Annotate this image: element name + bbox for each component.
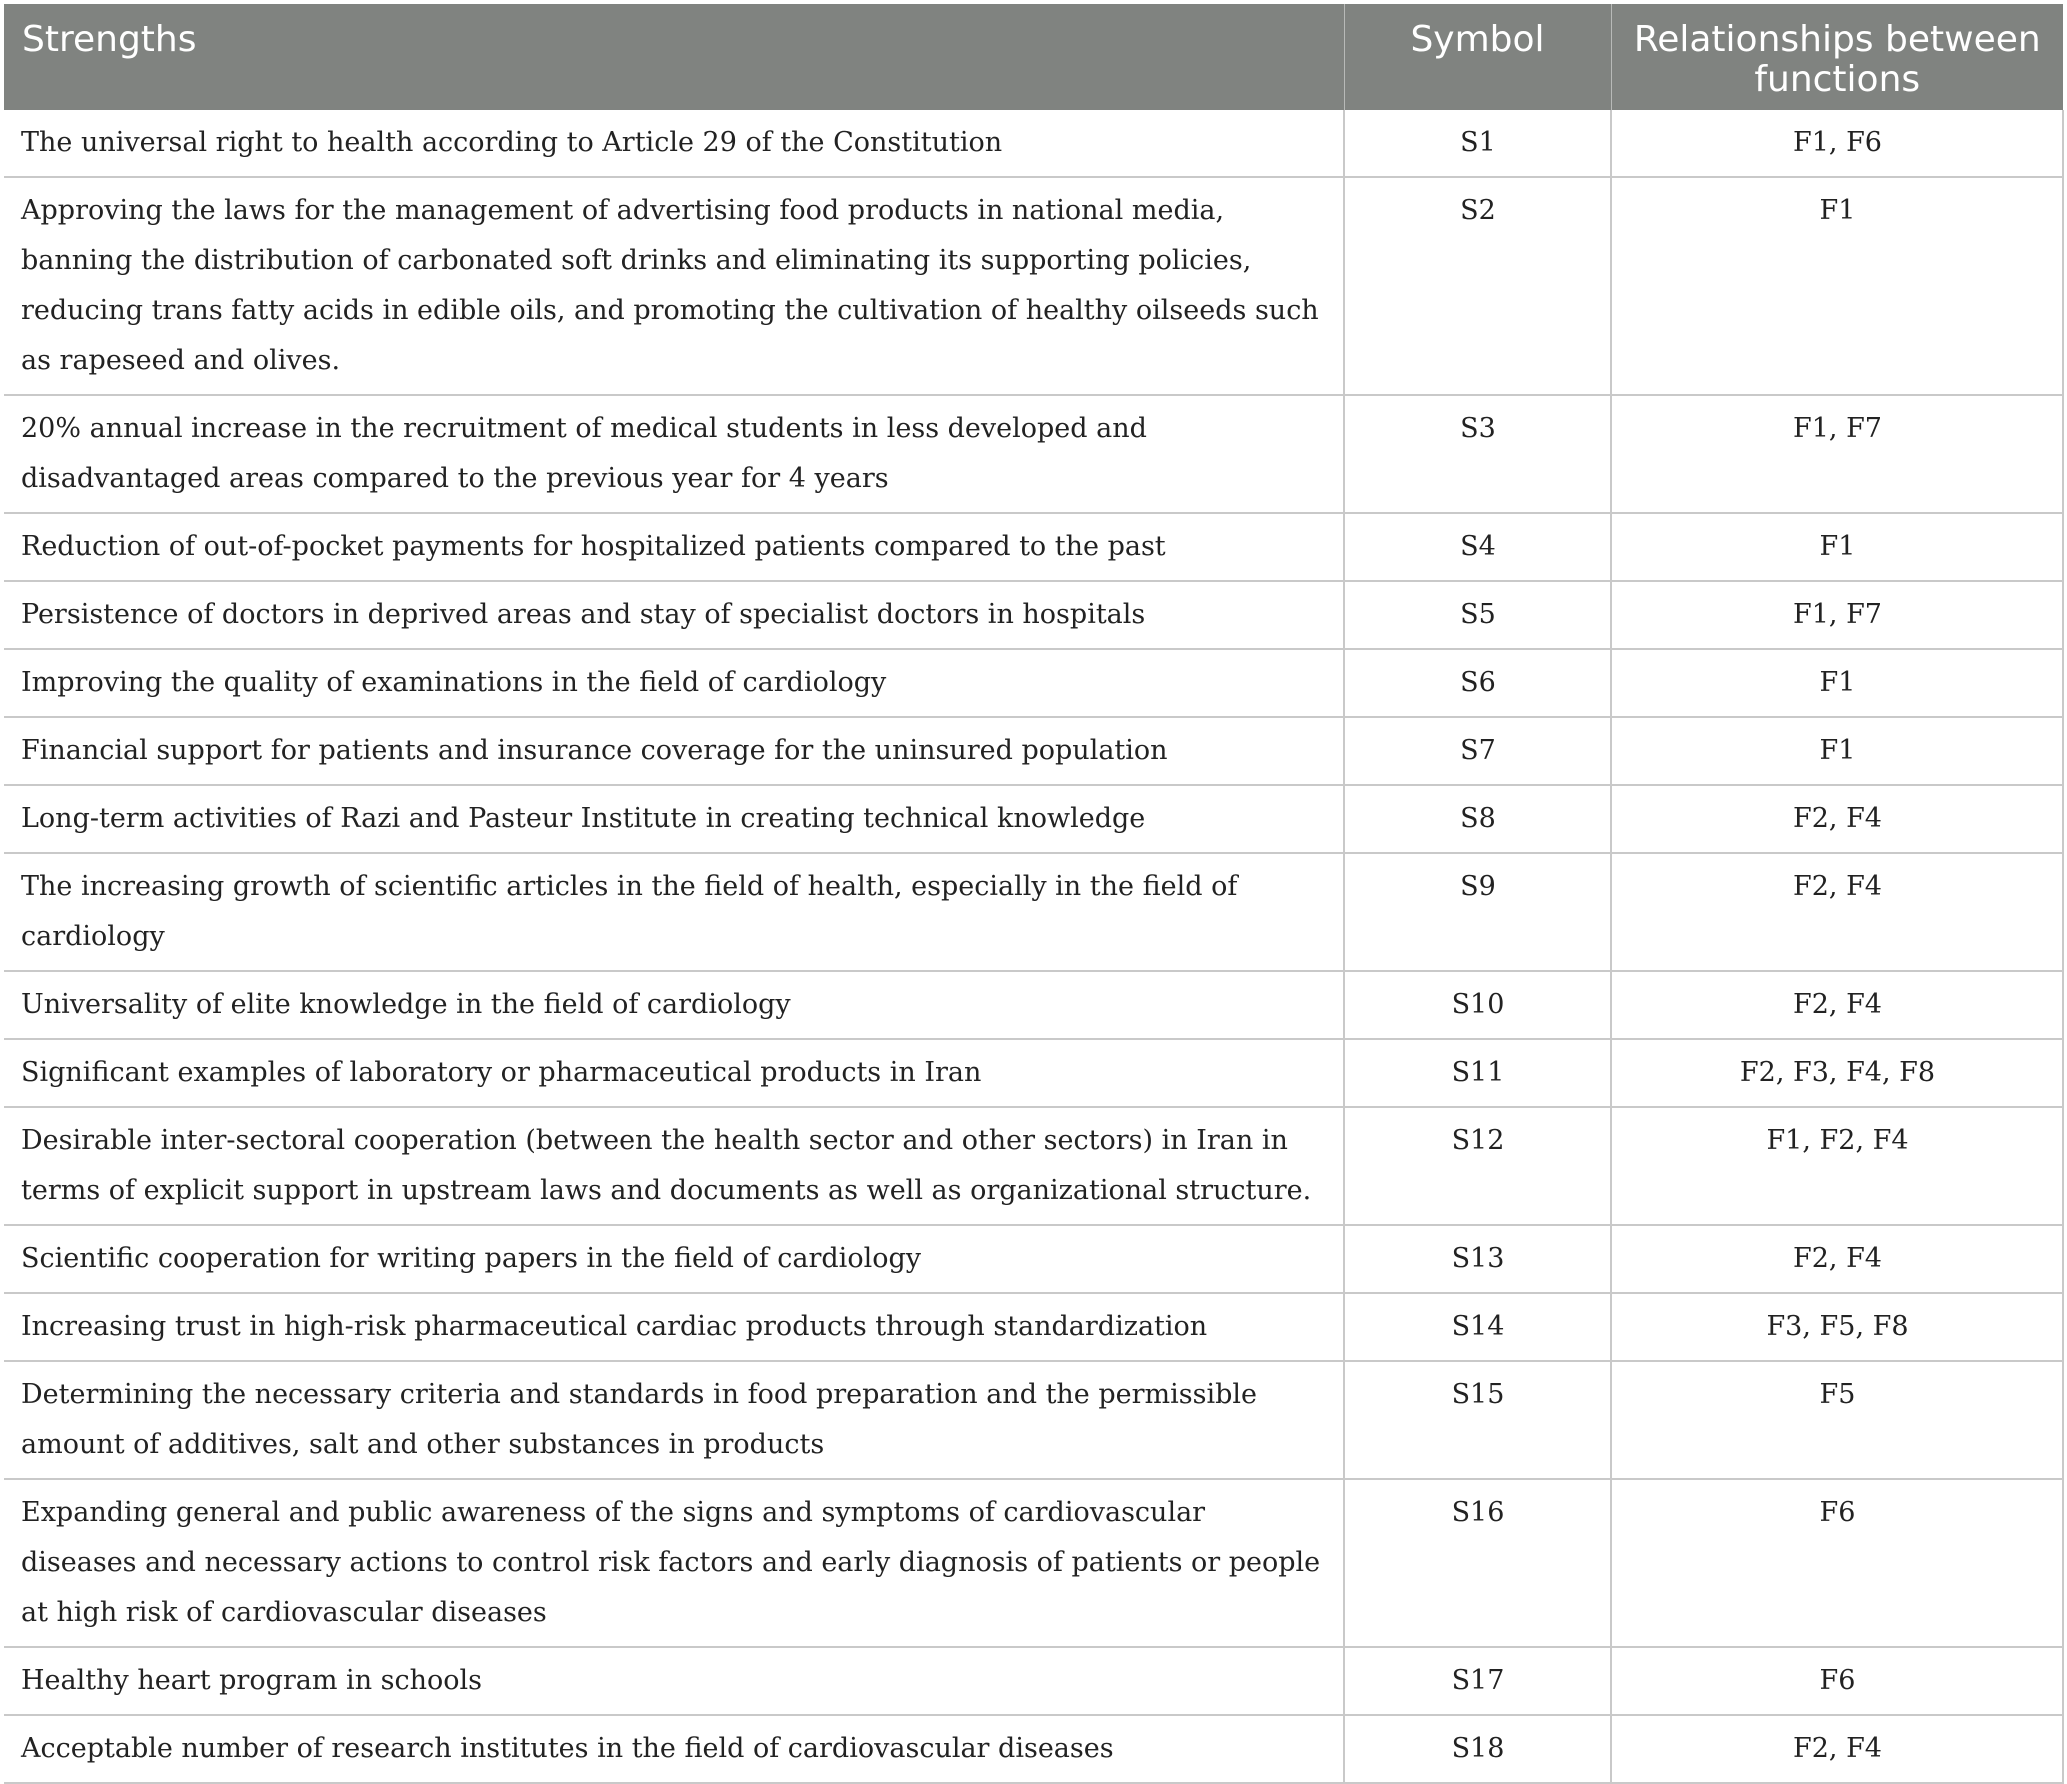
- relationships-cell: F2, F4: [1611, 1225, 2063, 1293]
- header-relationships: Relationships between functions: [1611, 4, 2063, 110]
- table-row: [4, 1479, 2063, 1647]
- relationships-cell: F2, F4: [1611, 785, 2063, 853]
- strength-cell: Financial support for patients and insurance coverage for the uninsured population: [4, 717, 1344, 785]
- relationships-cell: F1, F2, F4: [1611, 1107, 2063, 1225]
- symbol-cell: S5: [1344, 581, 1611, 649]
- relationships-cell: F1: [1611, 717, 2063, 785]
- strength-cell: Long-term activities of Razi and Pasteur Institute in creating technical knowledge: [4, 785, 1344, 853]
- symbol-cell: S10: [1344, 971, 1611, 1039]
- relationships-cell: F5: [1611, 1361, 2063, 1479]
- relationships-cell: F1, F7: [1611, 581, 2063, 649]
- symbol-cell: S2: [1344, 177, 1611, 395]
- strengths-table: [4, 4, 2064, 1784]
- table-row: [4, 513, 2063, 581]
- symbol-cell: S18: [1344, 1715, 1611, 1783]
- relationships-cell: F2, F4: [1611, 853, 2063, 971]
- strength-cell: Significant examples of laboratory or pharmaceutical products in Iran: [4, 1039, 1344, 1107]
- strengths-table-container: [4, 4, 2063, 1784]
- symbol-cell: S9: [1344, 853, 1611, 971]
- strength-cell: The increasing growth of scientific articles in the field of health, especially in the field of cardiology: [4, 853, 1344, 971]
- table-row: [4, 1361, 2063, 1479]
- relationships-cell: F1, F7: [1611, 395, 2063, 513]
- strength-cell: Expanding general and public awareness of the signs and symptoms of cardiovascular diseases and necessary actions to control risk factors and early diagnosis of patients or people at high risk of cardiovascular diseases: [4, 1479, 1344, 1647]
- table-row: [4, 1107, 2063, 1225]
- strength-cell: Persistence of doctors in deprived areas and stay of specialist doctors in hospitals: [4, 581, 1344, 649]
- symbol-cell: S7: [1344, 717, 1611, 785]
- relationships-cell: F1: [1611, 177, 2063, 395]
- relationships-cell: F6: [1611, 1647, 2063, 1715]
- relationships-cell: F2, F3, F4, F8: [1611, 1039, 2063, 1107]
- strength-cell: The universal right to health according to Article 29 of the Constitution: [4, 110, 1344, 177]
- strength-cell: Improving the quality of examinations in the field of cardiology: [4, 649, 1344, 717]
- strength-cell: Universality of elite knowledge in the field of cardiology: [4, 971, 1344, 1039]
- relationships-cell: F1: [1611, 513, 2063, 581]
- table-row: [4, 1039, 2063, 1107]
- header-symbol: Symbol: [1344, 4, 1611, 110]
- strength-cell: Acceptable number of research institutes in the field of cardiovascular diseases: [4, 1715, 1344, 1783]
- table-row: [4, 177, 2063, 395]
- table-header: [4, 4, 2063, 110]
- strength-cell: Healthy heart program in schools: [4, 1647, 1344, 1715]
- relationships-cell: F2, F4: [1611, 1715, 2063, 1783]
- symbol-cell: S4: [1344, 513, 1611, 581]
- table-body: [4, 110, 2063, 1783]
- symbol-cell: S17: [1344, 1647, 1611, 1715]
- relationships-cell: F1, F6: [1611, 110, 2063, 177]
- symbol-cell: S14: [1344, 1293, 1611, 1361]
- symbol-cell: S13: [1344, 1225, 1611, 1293]
- relationships-cell: F2, F4: [1611, 971, 2063, 1039]
- table-row: [4, 1225, 2063, 1293]
- table-row: [4, 717, 2063, 785]
- table-row: [4, 853, 2063, 971]
- symbol-cell: S1: [1344, 110, 1611, 177]
- symbol-cell: S3: [1344, 395, 1611, 513]
- symbol-cell: S11: [1344, 1039, 1611, 1107]
- strength-cell: Scientific cooperation for writing papers in the field of cardiology: [4, 1225, 1344, 1293]
- table-row: [4, 110, 2063, 177]
- strength-cell: Reduction of out-of-pocket payments for hospitalized patients compared to the past: [4, 513, 1344, 581]
- header-row: [4, 4, 2063, 110]
- symbol-cell: S6: [1344, 649, 1611, 717]
- table-row: [4, 785, 2063, 853]
- table-row: [4, 1715, 2063, 1783]
- header-strengths: Strengths: [4, 4, 1344, 110]
- table-row: [4, 971, 2063, 1039]
- relationships-cell: F6: [1611, 1479, 2063, 1647]
- table-row: [4, 395, 2063, 513]
- table-row: [4, 1293, 2063, 1361]
- relationships-cell: F1: [1611, 649, 2063, 717]
- symbol-cell: S12: [1344, 1107, 1611, 1225]
- table-row: [4, 649, 2063, 717]
- strength-cell: 20% annual increase in the recruitment of medical students in less developed and disadvantaged areas compared to the previous year for 4 years: [4, 395, 1344, 513]
- symbol-cell: S15: [1344, 1361, 1611, 1479]
- table-row: [4, 581, 2063, 649]
- strength-cell: Approving the laws for the management of advertising food products in national media, banning the distribution of carbonated soft drinks and eliminating its supporting policies, reducing trans fatty acids in edible oils, and promoting the cultivation of healthy oilseeds such as rapeseed and olives.: [4, 177, 1344, 395]
- symbol-cell: S8: [1344, 785, 1611, 853]
- strength-cell: Determining the necessary criteria and standards in food preparation and the permissible amount of additives, salt and other substances in products: [4, 1361, 1344, 1479]
- symbol-cell: S16: [1344, 1479, 1611, 1647]
- strength-cell: Desirable inter-sectoral cooperation (between the health sector and other sectors) in Iran in terms of explicit support in upstream laws and documents as well as organizational structure.: [4, 1107, 1344, 1225]
- strength-cell: Increasing trust in high-risk pharmaceutical cardiac products through standardization: [4, 1293, 1344, 1361]
- table-row: [4, 1647, 2063, 1715]
- relationships-cell: F3, F5, F8: [1611, 1293, 2063, 1361]
